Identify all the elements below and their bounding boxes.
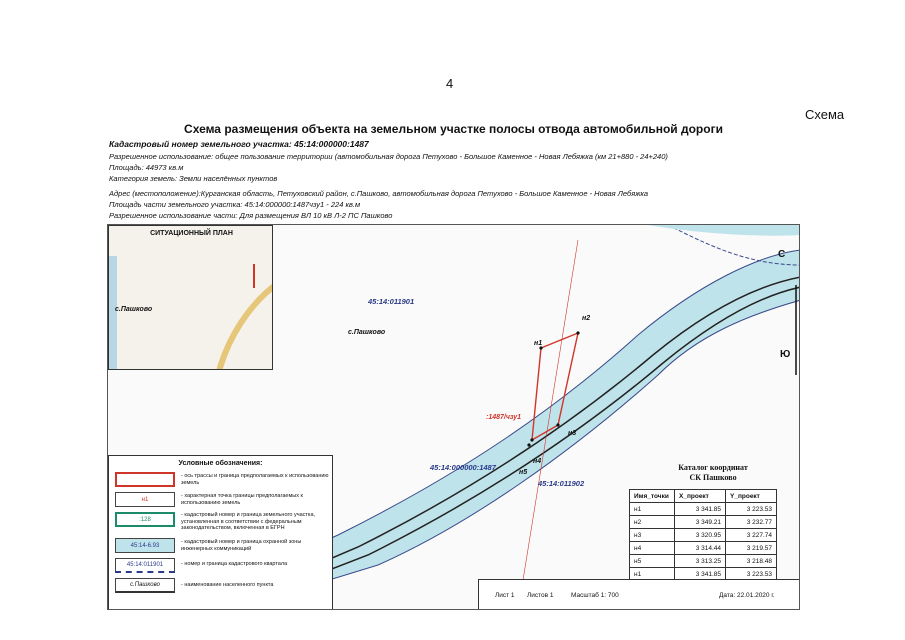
main-road (219, 286, 273, 370)
table-row (630, 529, 777, 542)
cell-y: 3 218.48 (726, 555, 777, 568)
part-label: :1487/чзу1 (486, 414, 522, 421)
cell-x: 3 313.25 (675, 555, 726, 568)
legend-text-parcel: - кадастровый номер и граница земельного участка, установленная в соответствии с федеральным законодательством, включенная в ЕГРН (181, 512, 316, 531)
cell-name: н1 (630, 568, 675, 581)
land-category: Категория земель: Земли населённых пунктов (109, 174, 278, 183)
legend-title: Условные обозначения: (178, 460, 263, 467)
situation-plan (108, 225, 273, 370)
catalog-header-y: Y_проект (726, 490, 777, 503)
catalog-title-line1: Каталог координат (678, 463, 748, 472)
part-area: Площадь части земельного участка: 45:14:000000:1487чзу1 - 224 кв.м (109, 200, 361, 209)
permitted-use: Разрешенное использование: общее пользование территории (автомобильная дорога Петухово - Большое Каменное - Новая Лебяжка (км 21+880 - 24+240) (109, 152, 668, 161)
cell-name: н2 (630, 516, 675, 529)
cadastral-map (107, 224, 800, 610)
legend (108, 455, 333, 610)
coordinate-catalog (629, 489, 777, 581)
cell-y: 3 219.57 (726, 542, 777, 555)
cell-x: 3 320.95 (675, 529, 726, 542)
cell-y: 3 232.77 (726, 516, 777, 529)
village-label: с.Пашково (348, 329, 386, 336)
cell-name: н1 (630, 503, 675, 516)
table-row (630, 555, 777, 568)
quarter-label-bottom: 45:14:011902 (538, 479, 585, 488)
road-top-right (648, 225, 800, 236)
quarter-label-top: 45:14:011901 (368, 297, 415, 306)
table-row (630, 542, 777, 555)
catalog-header-name: Имя_точки (630, 490, 675, 503)
compass-north: С (778, 249, 786, 260)
legend-text-quarter: - номер и граница кадастрового квартала (181, 561, 288, 567)
catalog-title (643, 463, 783, 483)
cell-name: н3 (630, 529, 675, 542)
table-row (630, 503, 777, 516)
catalog-title-line2: СК Пашково (689, 473, 737, 482)
situation-village-label: с.Пашково (115, 306, 153, 313)
legend-text-zone: - кадастровый номер и граница охранной зоны инженерных коммуникаций (181, 539, 302, 552)
title-block (478, 579, 800, 610)
point-n4-marker (530, 438, 533, 441)
scheme-title: Схема размещения объекта на земельном участке полосы отвода автомобильной дороги (184, 122, 723, 136)
cell-x: 3 341.85 (675, 503, 726, 516)
point-n3-marker (556, 423, 559, 426)
legend-symbol-point: н1 (115, 492, 175, 507)
cell-x: 3 341.85 (675, 568, 726, 581)
catalog-header-row (630, 490, 777, 503)
sheet-number: Лист 1 (495, 592, 515, 599)
legend-text-route: - ось трассы и граница предполагаемых к использованию земель (181, 473, 329, 486)
water-body (109, 256, 117, 370)
point-n3-label: н3 (568, 430, 577, 437)
point-n5-label: н5 (519, 469, 528, 476)
legend-symbol-quarter: 45:14:011901 (115, 558, 175, 573)
point-n5-marker (527, 443, 530, 446)
schema-label: Схема (805, 107, 845, 122)
legend-symbol-parcel: :128 (115, 512, 175, 527)
scheme-sheet (107, 118, 800, 610)
legend-text-point: - характерная точка границы предполагаемых к использованию земель (181, 493, 303, 506)
cell-y: 3 223.53 (726, 503, 777, 516)
legend-text-village: - наименование населенного пункта (181, 582, 274, 588)
point-n1-label: н1 (534, 340, 543, 347)
scale: Масштаб 1: 700 (571, 592, 619, 599)
legend-symbol-route (115, 472, 175, 487)
point-n2-marker (576, 331, 579, 334)
situation-plan-drawing (109, 226, 273, 370)
point-n2-label: н2 (582, 315, 591, 322)
compass-south: Ю (780, 349, 791, 360)
legend-symbol-village: с.Пашково (115, 578, 175, 593)
cell-y: 3 223.53 (726, 568, 777, 581)
legend-symbol-zone: 45:14-6.93 (115, 538, 175, 553)
date: Дата: 22.01.2020 г. (719, 592, 775, 599)
parcel-label: 45:14:000000:1487 (430, 463, 496, 472)
situation-plan-title: СИТУАЦИОННЫЙ ПЛАН (150, 230, 233, 237)
address: Адрес (местоположение):Курганская область, Петуховский район, с.Пашково, автомобильная дорога Петухово - Большое Каменное - Новая Лебяжка (109, 189, 649, 198)
table-row (630, 516, 777, 529)
cell-name: н5 (630, 555, 675, 568)
point-n4-label: н4 (533, 458, 542, 465)
page-number: 4 (446, 76, 454, 91)
cell-name: н4 (630, 542, 675, 555)
cell-y: 3 227.74 (726, 529, 777, 542)
cell-x: 3 314.44 (675, 542, 726, 555)
catalog-header-x: X_проект (675, 490, 726, 503)
cell-x: 3 349.21 (675, 516, 726, 529)
area: Площадь: 44973 кв.м (109, 163, 184, 172)
part-use: Разрешенное использование части: Для размещения ВЛ 10 кВ Л-2 ПС Пашково (109, 211, 393, 220)
sheet-count: Листов 1 (527, 592, 554, 599)
cadastral-number: Кадастровый номер земельного участка: 45:14:000000:1487 (109, 139, 369, 149)
